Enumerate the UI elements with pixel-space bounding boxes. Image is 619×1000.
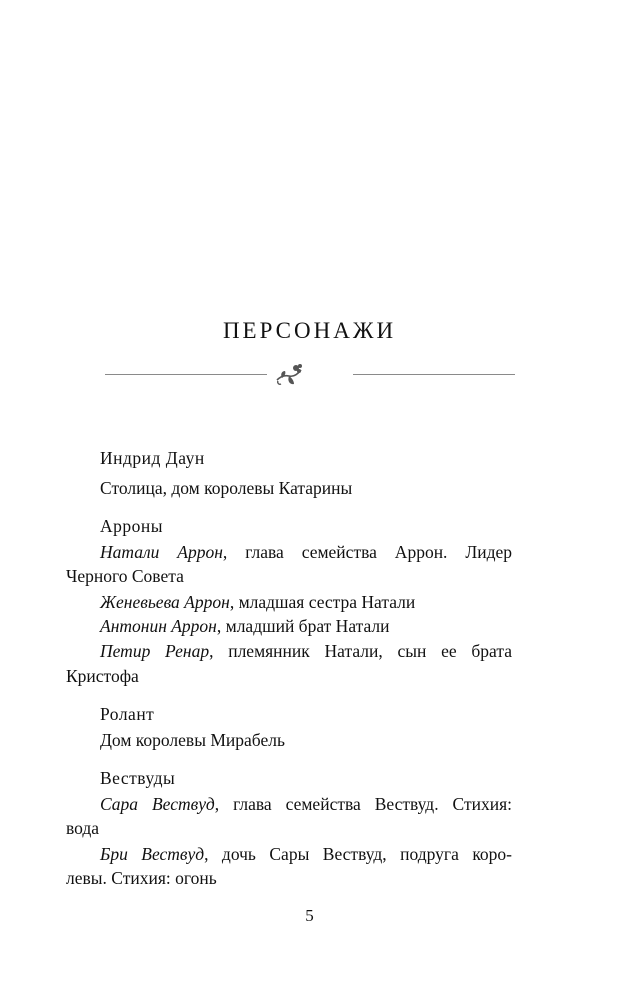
character-desc-continued: Черного Совета	[66, 566, 184, 586]
character-name: Петир Ренар	[100, 641, 210, 661]
character-desc-continued: левы. Стихия: огонь	[66, 868, 217, 888]
character-name: Женевьева Аррон	[100, 592, 230, 612]
character-entry	[100, 639, 512, 663]
character-name: Бри Вествуд	[100, 844, 205, 864]
character-desc-continued: Кристофа	[66, 666, 139, 686]
divider-line-right	[353, 374, 515, 375]
character-desc: , глава семейства Вествуд. Стихия:	[214, 794, 513, 814]
character-desc: , племянник Натали, сын ее брата	[209, 641, 512, 661]
character-desc: , дочь Сары Вествуд, подруга коро-	[204, 844, 513, 864]
character-entry	[100, 792, 512, 816]
character-entry	[100, 540, 512, 564]
character-name: Натали Аррон	[100, 542, 223, 562]
character-name: Сара Вествуд	[100, 794, 215, 814]
character-desc: , младшая сестра Натали	[229, 592, 416, 612]
character-entry	[100, 842, 512, 866]
character-desc-continued: вода	[66, 818, 100, 838]
divider-line-left	[105, 374, 267, 375]
character-name: Антонин Аррон	[100, 616, 217, 636]
flower-ornament-icon	[273, 362, 305, 388]
section-heading: Индрид Даун	[100, 448, 205, 468]
section-heading: Арроны	[100, 516, 164, 536]
section-heading: Ролант	[100, 704, 155, 724]
character-desc: , глава семейства Аррон. Лидер	[222, 542, 513, 562]
page-title: ПЕРСОНАЖИ	[222, 318, 397, 343]
title-divider	[105, 362, 515, 388]
section-line: Столица, дом королевы Катарины	[100, 478, 353, 498]
page-number: 5	[305, 906, 314, 925]
section-heading: Вествуды	[100, 768, 176, 788]
section-line: Дом королевы Мирабель	[100, 730, 285, 750]
character-desc: , младший брат Натали	[216, 616, 390, 636]
character-entry	[100, 590, 415, 614]
character-entry	[100, 614, 390, 638]
